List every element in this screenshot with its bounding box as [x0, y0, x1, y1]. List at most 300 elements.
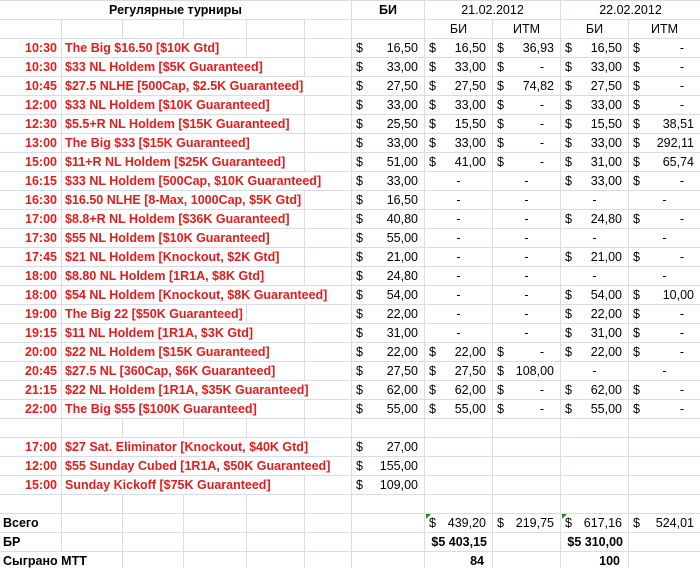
tournament-name-cell: $27.5 NL [360Cap, $6K Guaranteed] [65, 364, 276, 378]
cell-value: 40,80 [386, 212, 418, 226]
empty-cell[interactable] [351, 533, 424, 551]
day2-itm-cell[interactable] [628, 419, 700, 437]
left-region[interactable] [0, 20, 351, 38]
buyin-cell[interactable] [351, 400, 424, 418]
tournament-name-cell: $5.5+R NL Holdem [$15K Guaranteed] [65, 117, 290, 131]
left-region[interactable] [0, 533, 351, 551]
cell-value: 54,00 [590, 288, 622, 302]
day2-bi-cell[interactable] [560, 267, 628, 285]
day2-itm-cell[interactable] [628, 153, 700, 171]
day2-itm-cell[interactable] [628, 115, 700, 133]
column-divider [61, 305, 62, 323]
day1-itm-cell[interactable] [492, 495, 560, 513]
tournament-name-cell: $22 NL Holdem [1R1A, $35K Guaranteed] [65, 383, 309, 397]
day1-bi-cell[interactable] [424, 400, 492, 418]
day2-bi-cell[interactable] [560, 191, 628, 209]
day2-bi-cell[interactable] [560, 39, 628, 57]
day2-itm-cell[interactable] [628, 172, 700, 190]
day2-itm-cell[interactable] [628, 96, 700, 114]
day2-itm-cell[interactable] [628, 362, 700, 380]
dash: - [456, 174, 461, 188]
cell-value: 15,50 [590, 117, 622, 131]
day2-bi-cell[interactable] [560, 419, 628, 437]
column-divider [183, 20, 184, 38]
totals-day1-bi-cell[interactable] [424, 514, 492, 532]
left-region[interactable] [0, 153, 351, 171]
day1-itm-cell[interactable] [492, 267, 560, 285]
currency-symbol: $ [633, 250, 640, 264]
cell-value: 33,00 [590, 60, 622, 74]
buyin-cell[interactable] [351, 495, 424, 513]
day2-itm-cell[interactable] [628, 305, 700, 323]
currency-symbol: $ [356, 364, 363, 378]
dash: - [524, 250, 529, 264]
cell-value: 41,00 [454, 155, 486, 169]
dash: - [456, 231, 461, 245]
day1-itm-cell[interactable] [492, 229, 560, 247]
dash: - [524, 288, 529, 302]
day2-itm-subheader[interactable] [628, 20, 700, 38]
day1-itm-cell[interactable] [492, 305, 560, 323]
empty-cell[interactable] [351, 552, 424, 568]
day2-itm-cell[interactable] [628, 286, 700, 304]
left-region[interactable] [0, 172, 351, 190]
cell-value: - [539, 60, 544, 74]
currency-symbol: $ [497, 60, 504, 74]
left-region[interactable] [0, 58, 351, 76]
bankroll-day2-cell[interactable] [560, 533, 628, 551]
left-region[interactable] [0, 248, 351, 266]
dash: - [662, 193, 667, 207]
day2-itm-cell[interactable] [628, 343, 700, 361]
day1-itm-cell[interactable] [492, 343, 560, 361]
cell-value: 33,00 [590, 136, 622, 150]
currency-symbol: $ [497, 136, 504, 150]
day2-itm-cell[interactable] [628, 210, 700, 228]
date2-label: 22.02.2012 [599, 3, 662, 17]
column-divider [304, 20, 305, 38]
day1-itm-cell[interactable] [492, 134, 560, 152]
cell-value: 15,50 [454, 117, 486, 131]
buyin-cell[interactable] [351, 115, 424, 133]
day2-bi-cell[interactable] [560, 438, 628, 456]
time-cell: 12:00 [25, 98, 57, 112]
day2-itm-cell[interactable] [628, 248, 700, 266]
table-row [0, 400, 700, 419]
day2-bi-cell[interactable] [560, 58, 628, 76]
buyin-cell[interactable] [351, 134, 424, 152]
left-region[interactable] [0, 115, 351, 133]
empty-cell[interactable] [492, 533, 560, 551]
day1-bi-cell[interactable] [424, 115, 492, 133]
day1-bi-subheader[interactable] [424, 20, 492, 38]
column-divider [61, 20, 62, 38]
buyin-cell[interactable] [351, 58, 424, 76]
table-row [0, 58, 700, 77]
day1-itm-cell[interactable] [492, 400, 560, 418]
time-cell: 20:45 [25, 364, 57, 378]
column-divider [61, 115, 62, 133]
left-region[interactable] [0, 286, 351, 304]
column-divider [61, 400, 62, 418]
day1-itm-cell[interactable] [492, 115, 560, 133]
day1-bi-cell[interactable] [424, 39, 492, 57]
buyin-cell[interactable] [351, 39, 424, 57]
currency-symbol: $ [356, 459, 363, 473]
cell-value: 55,00 [590, 402, 622, 416]
column-divider [304, 248, 305, 266]
table-row [0, 419, 700, 438]
left-region[interactable] [0, 362, 351, 380]
day1-bi-cell[interactable] [424, 438, 492, 456]
currency-symbol: $ [565, 117, 572, 131]
day1-itm-cell[interactable] [492, 39, 560, 57]
buyin-cell[interactable] [351, 438, 424, 456]
day2-itm-cell[interactable] [628, 229, 700, 247]
day2-bi-cell[interactable] [560, 400, 628, 418]
cell-value: - [679, 383, 684, 397]
column-divider [61, 248, 62, 266]
day2-bi-cell[interactable] [560, 210, 628, 228]
totals-day2-bi-cell[interactable] [560, 514, 628, 532]
left-region[interactable] [0, 77, 351, 95]
cell-value: 33,00 [454, 60, 486, 74]
left-region[interactable] [0, 229, 351, 247]
column-divider [122, 495, 123, 513]
day2-itm-cell[interactable] [628, 400, 700, 418]
column-divider [304, 514, 305, 532]
buyin-cell[interactable] [351, 286, 424, 304]
left-region[interactable] [0, 96, 351, 114]
buyin-cell[interactable] [351, 419, 424, 437]
column-divider [183, 533, 184, 551]
day1-bi-cell[interactable] [424, 324, 492, 342]
day2-itm-cell[interactable] [628, 134, 700, 152]
currency-symbol: $ [429, 136, 436, 150]
bankroll-row [0, 533, 700, 552]
column-divider [122, 552, 123, 568]
currency-symbol: $ [565, 250, 572, 264]
cell-value: 27,50 [454, 79, 486, 93]
day2-itm-cell[interactable] [628, 324, 700, 342]
day1-itm-cell[interactable] [492, 77, 560, 95]
dash: - [524, 269, 529, 283]
day1-bi-cell[interactable] [424, 381, 492, 399]
day2-itm-cell[interactable] [628, 267, 700, 285]
left-region[interactable] [0, 381, 351, 399]
mtt-count-day2-cell[interactable] [560, 552, 628, 568]
currency-symbol: $ [633, 212, 640, 226]
day2-itm-cell[interactable] [628, 457, 700, 475]
buyin-cell[interactable] [351, 191, 424, 209]
currency-symbol: $ [633, 326, 640, 340]
day2-bi-cell[interactable] [560, 457, 628, 475]
column-divider [61, 457, 62, 475]
dash: - [524, 174, 529, 188]
time-cell: 21:15 [25, 383, 57, 397]
date1-header-cell[interactable] [424, 1, 560, 19]
day1-itm-cell[interactable] [492, 58, 560, 76]
left-region[interactable] [0, 457, 351, 475]
day2-bi-cell[interactable] [560, 343, 628, 361]
currency-symbol: $ [633, 307, 640, 321]
day2-itm-cell[interactable] [628, 39, 700, 57]
day1-bi-cell[interactable] [424, 476, 492, 494]
day1-itm-cell[interactable] [492, 438, 560, 456]
day1-bi-cell[interactable] [424, 210, 492, 228]
left-region[interactable] [0, 39, 351, 57]
left-region[interactable] [0, 191, 351, 209]
day1-bi-cell[interactable] [424, 191, 492, 209]
day2-bi-cell[interactable] [560, 381, 628, 399]
day1-itm-cell[interactable] [492, 172, 560, 190]
buyin-cell[interactable] [351, 267, 424, 285]
currency-symbol: $ [356, 136, 363, 150]
currency-symbol: $ [356, 345, 363, 359]
buyin-cell[interactable] [351, 324, 424, 342]
day2-bi-cell[interactable] [560, 172, 628, 190]
buyin-cell[interactable] [351, 362, 424, 380]
left-region[interactable] [0, 552, 351, 568]
day2-itm-cell[interactable] [628, 58, 700, 76]
day2-bi-cell[interactable] [560, 362, 628, 380]
table-row [0, 286, 700, 305]
left-region[interactable] [0, 514, 351, 532]
cell-value: 33,00 [590, 98, 622, 112]
cell-value: 109,00 [379, 478, 418, 492]
currency-symbol: $ [633, 174, 640, 188]
buyin-cell[interactable] [351, 476, 424, 494]
buyin-cell[interactable] [351, 305, 424, 323]
totals-day1-itm-cell[interactable] [492, 514, 560, 532]
day1-bi-cell[interactable] [424, 286, 492, 304]
day1-itm-cell[interactable] [492, 324, 560, 342]
day2-itm-cell[interactable] [628, 438, 700, 456]
subheader-label: БИ [449, 22, 468, 36]
day1-itm-cell[interactable] [492, 153, 560, 171]
cell-value: - [679, 174, 684, 188]
cell-value: 16,50 [386, 193, 418, 207]
day1-itm-cell[interactable] [492, 191, 560, 209]
day1-bi-cell[interactable] [424, 134, 492, 152]
tournament-name-cell: The Big $16.50 [$10K Gtd] [65, 41, 220, 55]
dash: - [456, 307, 461, 321]
day2-bi-cell[interactable] [560, 305, 628, 323]
time-cell: 10:30 [25, 41, 57, 55]
error-indicator-triangle-icon [426, 514, 431, 519]
tournament-name-cell: $22 NL Holdem [$15K Guaranteed] [65, 345, 270, 359]
day1-itm-cell[interactable] [492, 381, 560, 399]
day2-bi-cell[interactable] [560, 115, 628, 133]
day1-bi-cell[interactable] [424, 96, 492, 114]
buyin-cell[interactable] [351, 457, 424, 475]
currency-symbol: $ [429, 79, 436, 93]
tournament-name-cell: The Big $55 [$100K Guaranteed] [65, 402, 257, 416]
day2-bi-cell[interactable] [560, 77, 628, 95]
day1-itm-cell[interactable] [492, 248, 560, 266]
day1-bi-cell[interactable] [424, 495, 492, 513]
day2-bi-cell[interactable] [560, 286, 628, 304]
day2-bi-cell[interactable] [560, 495, 628, 513]
buyin-cell[interactable] [351, 229, 424, 247]
left-region[interactable] [0, 343, 351, 361]
day2-itm-cell[interactable] [628, 191, 700, 209]
buyin-cell[interactable] [351, 77, 424, 95]
day1-bi-cell[interactable] [424, 267, 492, 285]
cell-value: 22,00 [386, 345, 418, 359]
dash: - [524, 307, 529, 321]
left-region[interactable] [0, 400, 351, 418]
empty-cell[interactable] [628, 533, 700, 551]
left-region[interactable] [0, 134, 351, 152]
cell-value: 21,00 [590, 250, 622, 264]
empty-cell[interactable] [492, 552, 560, 568]
day2-bi-cell[interactable] [560, 134, 628, 152]
day2-itm-cell[interactable] [628, 77, 700, 95]
day1-itm-cell[interactable] [492, 457, 560, 475]
empty-cell[interactable] [628, 552, 700, 568]
day2-bi-cell[interactable] [560, 153, 628, 171]
day2-bi-cell[interactable] [560, 476, 628, 494]
day2-bi-cell[interactable] [560, 229, 628, 247]
day2-bi-cell[interactable] [560, 324, 628, 342]
left-region[interactable] [0, 438, 351, 456]
day1-itm-cell[interactable] [492, 362, 560, 380]
left-region[interactable] [0, 210, 351, 228]
buyin-cell[interactable] [351, 96, 424, 114]
cell-value: 31,00 [386, 326, 418, 340]
column-divider [122, 419, 123, 437]
day1-itm-cell[interactable] [492, 286, 560, 304]
currency-symbol: $ [565, 60, 572, 74]
column-divider [122, 533, 123, 551]
subheader-label: ИТМ [650, 22, 679, 36]
cell-value: 22,00 [590, 307, 622, 321]
table-title-cell[interactable] [0, 1, 351, 19]
day1-bi-cell[interactable] [424, 457, 492, 475]
day1-bi-cell[interactable] [424, 248, 492, 266]
buyin-cell[interactable] [351, 210, 424, 228]
dash: - [662, 364, 667, 378]
column-divider [304, 533, 305, 551]
totals-day2-itm-cell[interactable] [628, 514, 700, 532]
table-title: Регулярные турниры [109, 3, 242, 17]
day1-itm-cell[interactable] [492, 210, 560, 228]
column-divider [304, 191, 305, 209]
buyin-cell[interactable] [351, 153, 424, 171]
currency-symbol: $ [429, 402, 436, 416]
day2-bi-cell[interactable] [560, 96, 628, 114]
buyin-header-label: БИ [379, 3, 397, 17]
column-divider [304, 495, 305, 513]
table-row [0, 457, 700, 476]
buyin-cell[interactable] [351, 381, 424, 399]
date2-header-cell[interactable] [560, 1, 700, 19]
currency-symbol: $ [565, 98, 572, 112]
left-region[interactable] [0, 476, 351, 494]
currency-symbol: $ [356, 155, 363, 169]
buyin-cell[interactable] [351, 248, 424, 266]
day1-bi-cell[interactable] [424, 343, 492, 361]
time-cell: 12:00 [25, 459, 57, 473]
day1-itm-cell[interactable] [492, 476, 560, 494]
time-cell: 16:15 [25, 174, 57, 188]
left-region[interactable] [0, 305, 351, 323]
day1-itm-cell[interactable] [492, 96, 560, 114]
empty-cell[interactable] [351, 514, 424, 532]
day1-bi-cell[interactable] [424, 229, 492, 247]
left-region[interactable] [0, 419, 351, 437]
cell-value: 22,00 [590, 345, 622, 359]
buyin-cell[interactable] [351, 343, 424, 361]
day2-bi-subheader[interactable] [560, 20, 628, 38]
column-divider [61, 324, 62, 342]
column-divider [304, 267, 305, 285]
cell-value: - [539, 155, 544, 169]
currency-symbol: $ [633, 516, 640, 530]
day2-itm-cell[interactable] [628, 381, 700, 399]
day1-bi-cell[interactable] [424, 362, 492, 380]
buyin-header-cell[interactable] [351, 1, 424, 19]
currency-symbol: $ [356, 231, 363, 245]
day1-bi-cell[interactable] [424, 153, 492, 171]
column-divider [304, 419, 305, 437]
table-row [0, 324, 700, 343]
cell-value: 33,00 [386, 136, 418, 150]
currency-symbol: $ [356, 117, 363, 131]
currency-symbol: $ [356, 174, 363, 188]
day1-bi-cell[interactable] [424, 77, 492, 95]
bankroll-day1-cell[interactable] [424, 533, 492, 551]
mtt-count-day1-cell[interactable] [424, 552, 492, 568]
day2-bi-cell[interactable] [560, 248, 628, 266]
time-cell: 17:45 [25, 250, 57, 264]
currency-symbol: $ [633, 136, 640, 150]
day1-itm-subheader[interactable] [492, 20, 560, 38]
time-cell: 17:00 [25, 212, 57, 226]
currency-symbol: $ [356, 288, 363, 302]
day2-itm-cell[interactable] [628, 476, 700, 494]
cell-value: - [679, 345, 684, 359]
day1-bi-cell[interactable] [424, 419, 492, 437]
column-divider [183, 495, 184, 513]
left-region[interactable] [0, 267, 351, 285]
time-cell: 12:30 [25, 117, 57, 131]
day2-itm-cell[interactable] [628, 495, 700, 513]
buyin-cell[interactable] [351, 172, 424, 190]
day1-itm-cell[interactable] [492, 419, 560, 437]
currency-symbol: $ [633, 402, 640, 416]
currency-symbol: $ [429, 516, 436, 530]
left-region[interactable] [0, 324, 351, 342]
day1-bi-cell[interactable] [424, 305, 492, 323]
empty-cell[interactable] [351, 20, 424, 38]
day1-bi-cell[interactable] [424, 172, 492, 190]
cell-value: - [679, 60, 684, 74]
column-divider [122, 514, 123, 532]
cell-value: 62,00 [386, 383, 418, 397]
day1-bi-cell[interactable] [424, 58, 492, 76]
column-divider [183, 419, 184, 437]
column-divider [61, 39, 62, 57]
column-divider [246, 39, 247, 57]
currency-symbol: $ [497, 98, 504, 112]
time-cell: 18:00 [25, 288, 57, 302]
left-region[interactable] [0, 495, 351, 513]
time-cell: 22:00 [25, 402, 57, 416]
table-row [0, 210, 700, 229]
currency-symbol: $ [565, 212, 572, 226]
